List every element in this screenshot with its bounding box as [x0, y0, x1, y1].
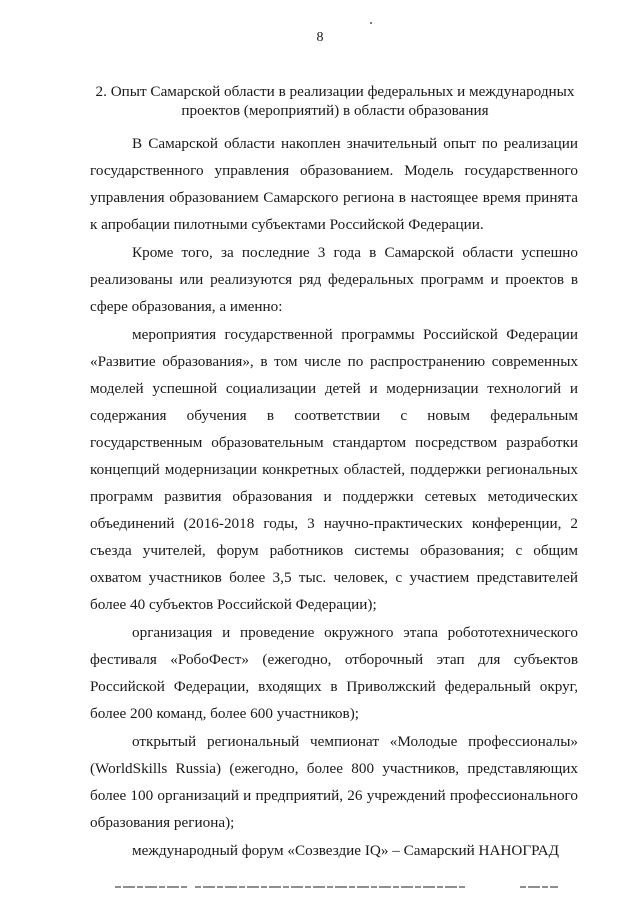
section-heading-line-2: проектов (мероприятий) в области образования: [181, 102, 489, 119]
section-heading-line-1: 2. Опыт Самарской области в реализации федеральных и международных: [95, 83, 575, 100]
paragraph: мероприятия государственной программы Российской Федерации «Развитие образования», в том числе по распространению современных моделей успешной социализации детей и модернизации технологий и содержания обучения в соответствии с новым федеральным государственным образовательным стандартом посредством разработки концепций модернизации конкретных областей, поддержки региональных программ развития образования и поддержки сетевых методических объединений (2016-2018 годы, 3 научно-практических конференции, 2 съезда учителей, форум работников системы образования; с общим охватом участников более 3,5 тыс. человек, с участием представителей более 40 субъектов Российской Федерации);: [90, 326, 578, 613]
scan-artifact: [520, 886, 558, 888]
page-number: 8: [316, 30, 324, 45]
section-heading: [80, 82, 590, 120]
paragraph: Кроме того, за последние 3 года в Самарской области успешно реализованы или реализуются ряд федеральных программ и проектов в сфере образования, а именно:: [90, 244, 578, 315]
paragraph: открытый региональный чемпионат «Молодые профессионалы» (WorldSkills Russia) (ежегодно, более 800 участников, представляющих более 100 организаций и предприятий, 26 учреждений профессионального образования региона);: [90, 733, 578, 831]
paragraph: международный форум «Созвездие IQ» – Самарский НАНОГРАД: [132, 842, 560, 859]
paragraph: В Самарской области накоплен значительный опыт по реализации государственного управления образованием. Модель государственного управления образованием Самарского региона в настоящее время принята к апробации пилотными субъектами Российской Федерации.: [90, 135, 578, 233]
scan-speck: [370, 22, 372, 24]
scan-artifact: [195, 886, 465, 888]
scan-artifact: [115, 886, 187, 888]
body-text: [90, 130, 578, 864]
paragraph: организация и проведение окружного этапа робототехнического фестиваля «РобоФест» (ежегодно, отборочный этап для субъектов Российской Федерации, входящих в Приволжский федеральный округ, более 200 команд, более 600 участников);: [90, 624, 578, 722]
